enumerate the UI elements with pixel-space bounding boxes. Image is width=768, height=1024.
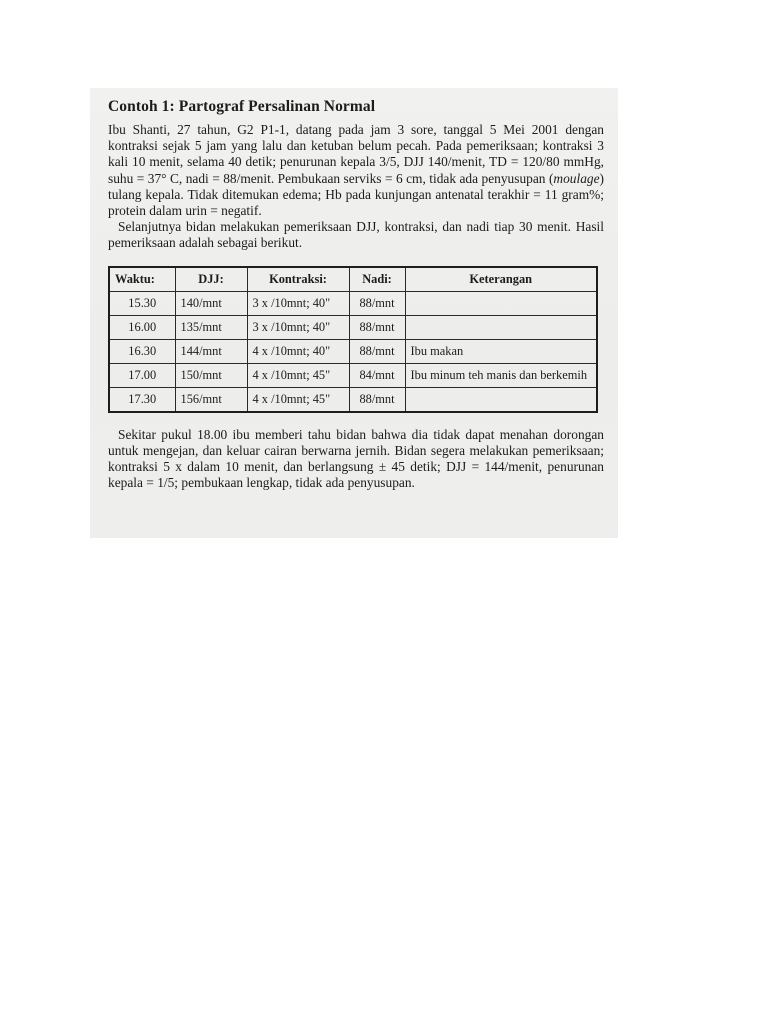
cell-keterangan <box>405 315 597 339</box>
observation-table <box>108 266 598 413</box>
moulage-term: moulage <box>553 170 600 186</box>
table-row <box>109 363 597 387</box>
cell-kontraksi: 3 x /10mnt; 40" <box>247 315 349 339</box>
cell-djj: 140/mnt <box>175 291 247 315</box>
document-title: Contoh 1: Partograf Persalinan Normal <box>108 98 376 115</box>
case-description-paragraph <box>108 122 604 219</box>
cell-djj: 150/mnt <box>175 363 247 387</box>
monitoring-intro-paragraph: Selanjutnya bidan melakukan pemeriksaan DJJ, kontraksi, dan nadi tiap 30 menit. Hasil pemeriksaan adalah sebagai berikut. <box>108 219 604 251</box>
table-row <box>109 387 597 412</box>
cell-nadi: 88/mnt <box>349 315 405 339</box>
case-description-text-end: ) tulang kepala. Tidak ditemukan edema; Hb pada kunjungan antenatal terakhir = 11 gram%; protein dalam urin = negatif. <box>108 170 604 219</box>
table-row <box>109 315 597 339</box>
cell-waktu: 15.30 <box>109 291 175 315</box>
cell-kontraksi: 4 x /10mnt; 45" <box>247 363 349 387</box>
cell-kontraksi: 4 x /10mnt; 45" <box>247 387 349 412</box>
cell-waktu: 17.00 <box>109 363 175 387</box>
document-page <box>108 98 604 491</box>
header-keterangan: Keterangan <box>405 267 597 292</box>
table-header-row <box>109 267 597 292</box>
second-stage-paragraph: Sekitar pukul 18.00 ibu memberi tahu bidan bahwa dia tidak dapat menahan dorongan untuk mengejan, dan keluar cairan berwarna jernih. Bidan segera melakukan pemeriksaan; kontraksi 5 x dalam 10 menit, dan berlangsung ± 45 detik; DJJ = 144/menit, penurunan kepala = 1/5; pembukaan lengkap, tidak ada penyusupan. <box>108 426 604 491</box>
header-kontraksi: Kontraksi: <box>247 267 349 292</box>
cell-djj: 135/mnt <box>175 315 247 339</box>
header-djj: DJJ: <box>175 267 247 292</box>
cell-waktu: 16.00 <box>109 315 175 339</box>
header-nadi: Nadi: <box>349 267 405 292</box>
cell-keterangan <box>405 291 597 315</box>
cell-keterangan: Ibu makan <box>405 339 597 363</box>
cell-keterangan <box>405 387 597 412</box>
cell-waktu: 16.30 <box>109 339 175 363</box>
cell-nadi: 88/mnt <box>349 291 405 315</box>
header-waktu: Waktu: <box>109 267 175 292</box>
case-description-text: Ibu Shanti, 27 tahun, G2 P1-1, datang pada jam 3 sore, tanggal 5 Mei 2001 dengan kontraksi sejak 5 jam yang lalu dan ketuban belum pecah. Pada pemeriksaan; kontraksi 3 kali 10 menit, selama 40 detik; penurunan kepala 3/5, DJJ 140/menit, TD = 120/80 mmHg, suhu = 37° C, nadi = 88/menit. Pembukaan serviks = 6 cm, tidak ada penyusupan ( <box>108 122 604 186</box>
cell-kontraksi: 3 x /10mnt; 40" <box>247 291 349 315</box>
cell-nadi: 88/mnt <box>349 387 405 412</box>
cell-djj: 144/mnt <box>175 339 247 363</box>
cell-keterangan: Ibu minum teh manis dan berkemih <box>405 363 597 387</box>
observation-table-wrapper <box>108 266 598 413</box>
table-row <box>109 339 597 363</box>
cell-kontraksi: 4 x /10mnt; 40" <box>247 339 349 363</box>
cell-djj: 156/mnt <box>175 387 247 412</box>
table-row <box>109 291 597 315</box>
cell-waktu: 17.30 <box>109 387 175 412</box>
cell-nadi: 84/mnt <box>349 363 405 387</box>
cell-nadi: 88/mnt <box>349 339 405 363</box>
